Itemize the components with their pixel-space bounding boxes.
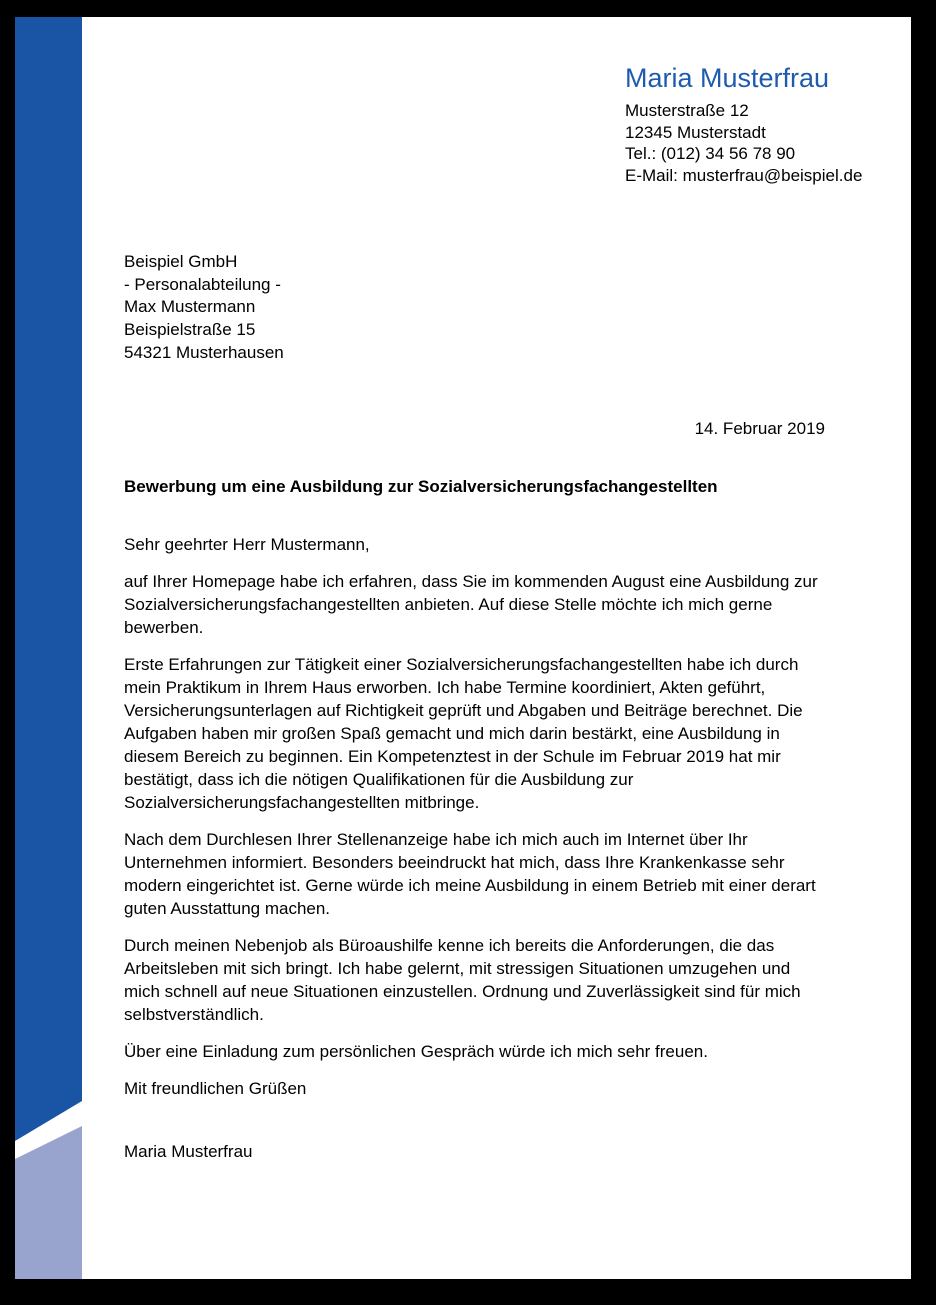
body-paragraph-4: Durch meinen Nebenjob als Büroaushilfe kenne ich bereits die Anforderungen, die das Arbeitsleben mit sich bringt. Ich habe gelernt, mit stressigen Situationen umzugehen und mich schnell auf neue Situationen einzustellen. Ordnung und Zuverlässigkeit sind für mich selbstverständlich.: [124, 936, 801, 1024]
recipient-street: Beispielstraße 15: [124, 320, 256, 340]
subject-line: Bewerbung um eine Ausbildung zur Sozialversicherungsfachangestellten: [124, 477, 718, 496]
letter-body: [124, 533, 825, 1177]
salutation: Sehr geehrter Herr Mustermann,: [124, 535, 370, 554]
body-paragraph-2: Erste Erfahrungen zur Tätigkeit einer Sozialversicherungsfachangestellten habe ich durch mein Praktikum in Ihrem Haus erworben. Ich habe Termine koordiniert, Akten geführt, Versicherungsunterlagen auf Richtigkeit geprüft und Abgaben und Beiträge berechnet. Die Aufgaben haben mir großen Spaß gemacht und mich darin bestärkt, eine Ausbildung in diesem Bereich zu beginnen. Ein Kompetenztest in der Schule im Februar 2019 hat mir bestätigt, dass ich die nötigen Qualifikationen für die Ausbildung zur Sozialversicherungsfachangestellten mitbringe.: [124, 655, 803, 812]
sender-address: [625, 100, 915, 187]
sender-email: E-Mail: musterfrau@beispiel.de: [625, 166, 863, 186]
body-paragraph-3: Nach dem Durchlesen Ihrer Stellenanzeige habe ich mich auch im Internet über Ihr Unternehmen informiert. Besonders beeindruckt hat mich, dass Ihre Krankenkasse sehr modern eingerichtet ist. Gerne würde ich meine Ausbildung in einem Betrieb mit einer derart guten Ausstattung machen.: [124, 830, 816, 918]
left-accent-stripe-dark: [15, 17, 82, 1141]
closing-phrase: Mit freundlichen Grüßen: [124, 1079, 307, 1098]
sender-name: Maria Musterfrau: [625, 63, 830, 93]
body-paragraph-1: auf Ihrer Homepage habe ich erfahren, dass Sie im kommenden August eine Ausbildung zur Sozialversicherungsfachangestellten anbieten. Auf diese Stelle möchte ich mich gerne bewerben.: [124, 572, 818, 637]
sender-street: Musterstraße 12: [625, 101, 749, 120]
recipient-contact: Max Mustermann: [124, 297, 256, 317]
letter-date: 14. Februar 2019: [694, 419, 825, 438]
sender-city: 12345 Musterstadt: [625, 122, 766, 142]
sender-block: [625, 62, 915, 187]
recipient-department: - Personalabteilung -: [124, 274, 281, 294]
recipient-company: Beispiel GmbH: [124, 252, 238, 271]
sender-phone: Tel.: (012) 34 56 78 90: [625, 144, 796, 164]
recipient-block: [124, 251, 284, 365]
body-paragraph-5: Über eine Einladung zum persönlichen Gespräch würde ich mich sehr freuen.: [124, 1042, 708, 1061]
recipient-city: 54321 Musterhausen: [124, 342, 284, 362]
signature-name: Maria Musterfrau: [124, 1142, 253, 1161]
